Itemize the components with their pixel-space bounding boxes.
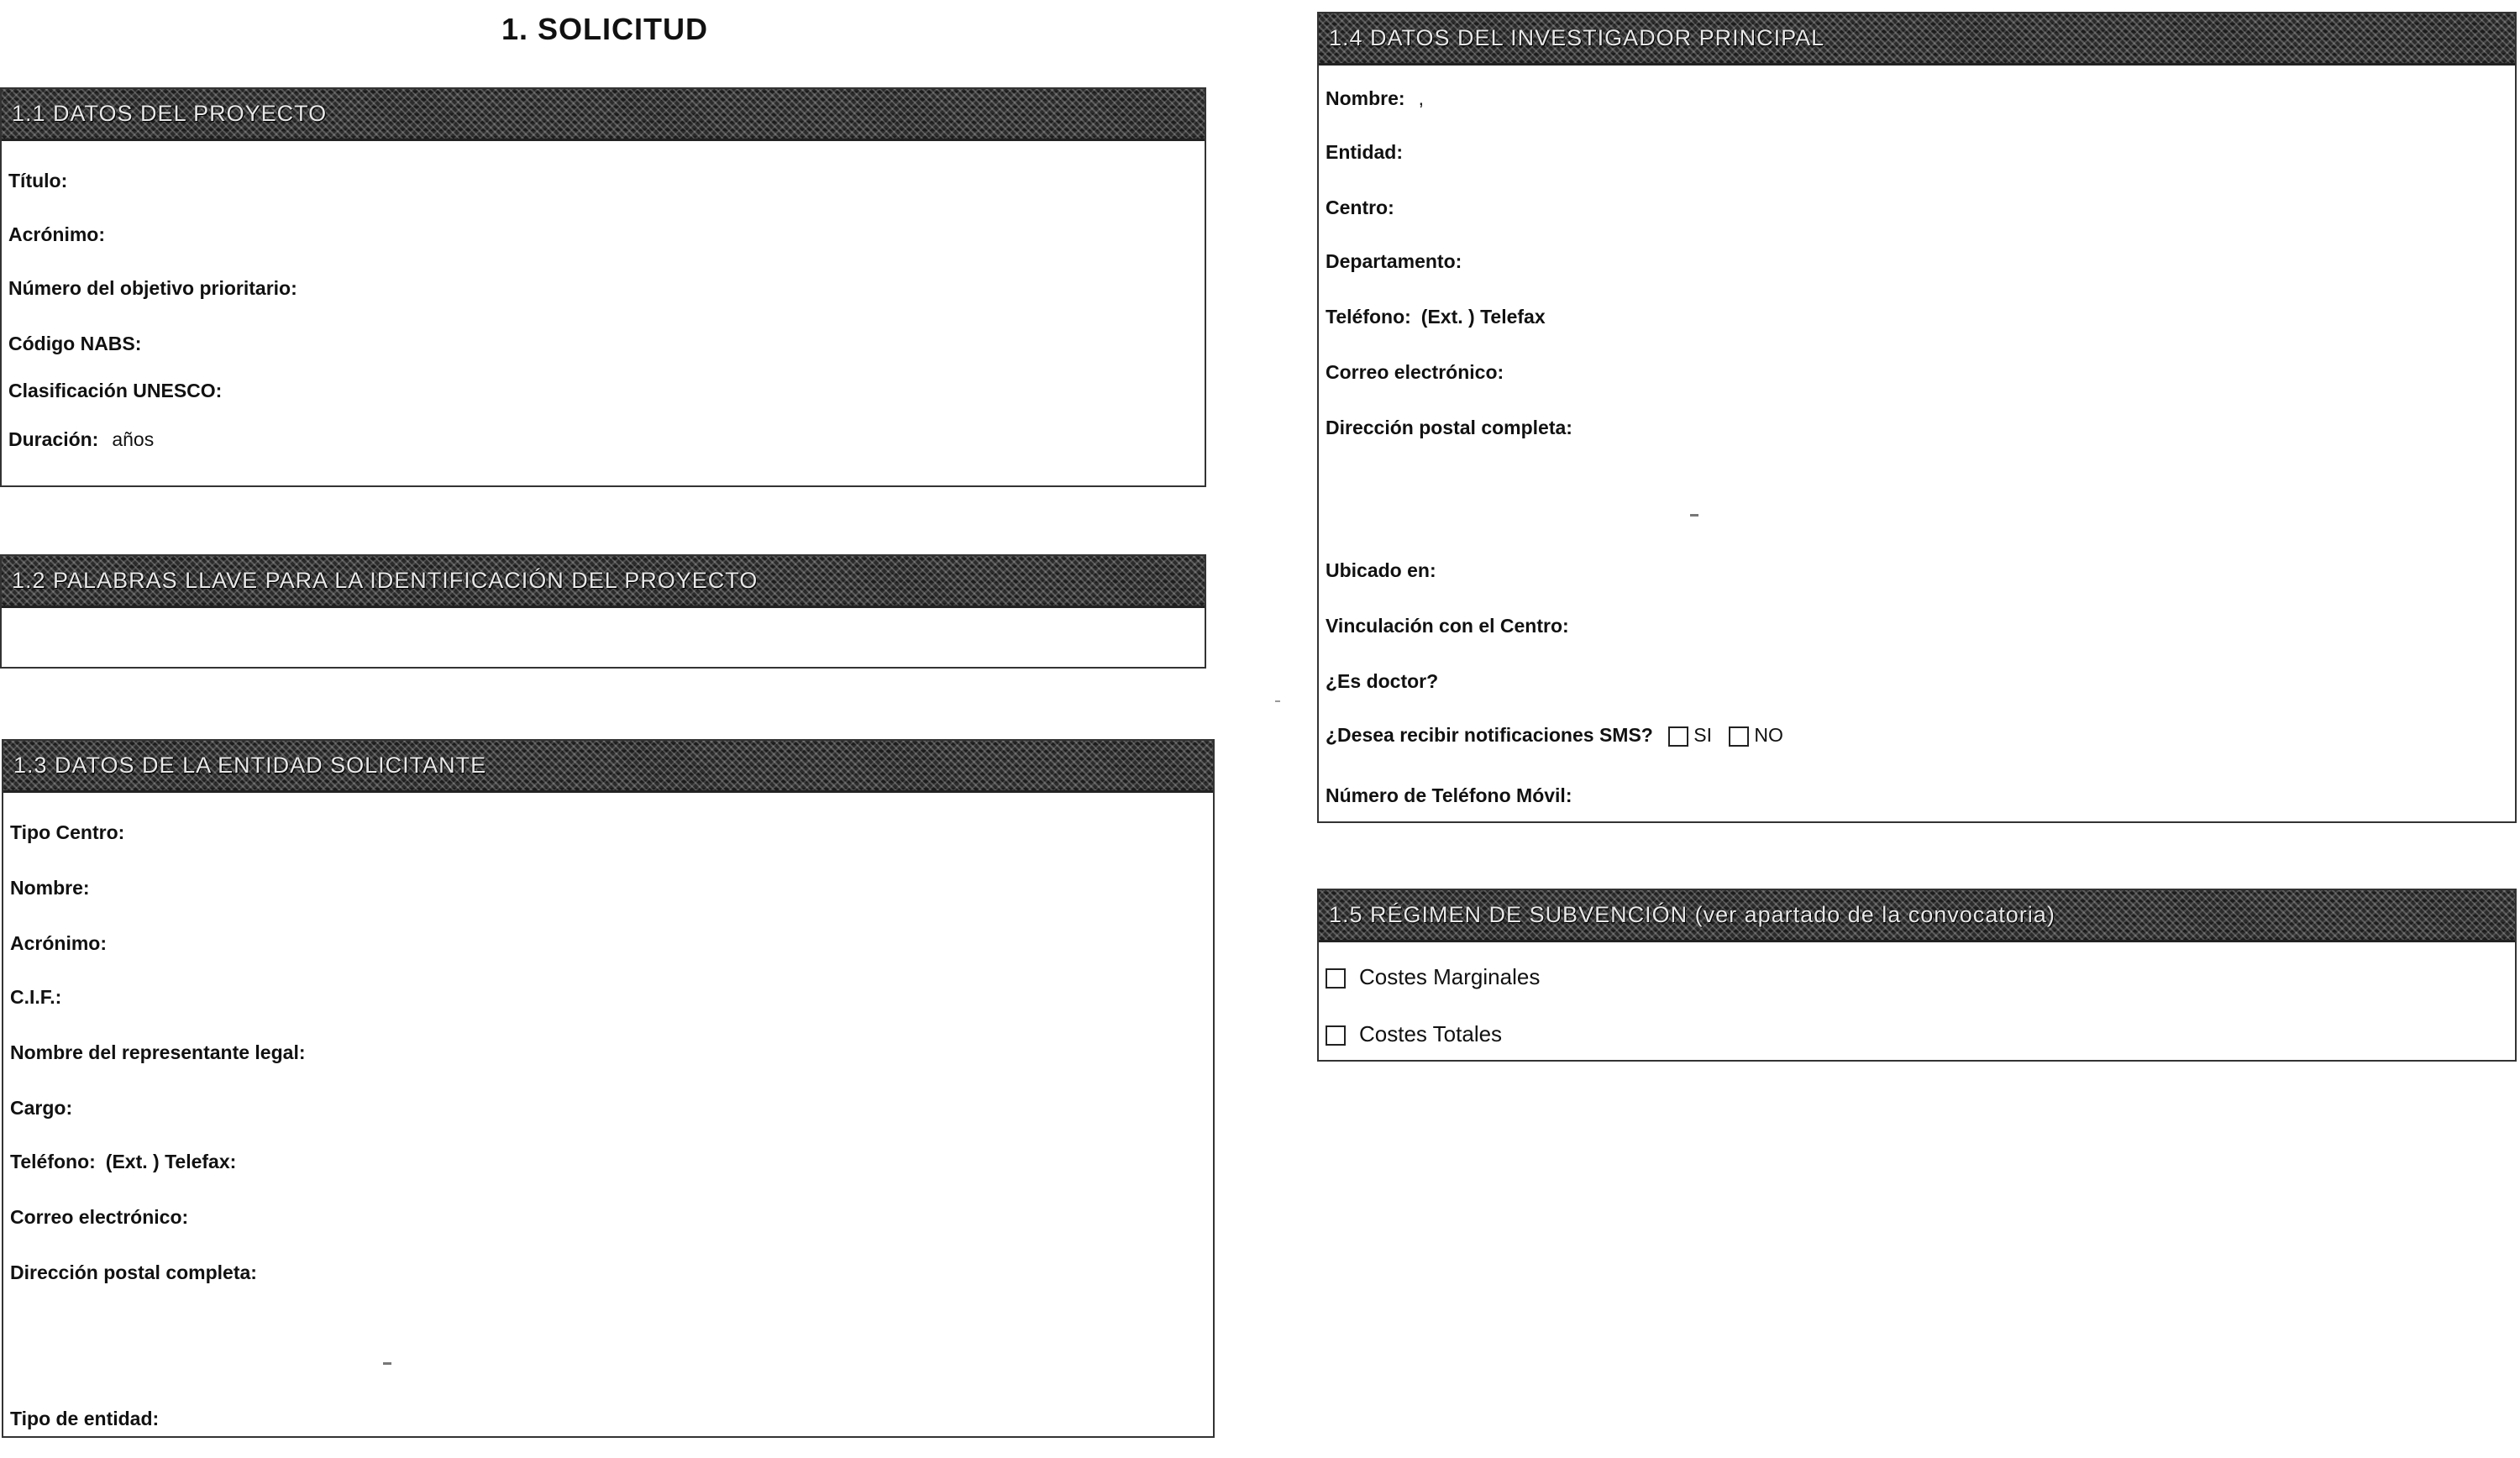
scan-speck — [1690, 514, 1698, 517]
field-direccion: Dirección postal completa: — [10, 1261, 257, 1283]
field-departamento: Departamento: — [1326, 250, 1462, 272]
field-titulo: Título: — [8, 170, 68, 191]
field-correo: Correo electrónico: — [1326, 361, 1504, 383]
entity-data-section — [2, 739, 1215, 1438]
option-costes-marginales[interactable] — [1326, 964, 1540, 990]
field-direccion: Dirección postal completa: — [1326, 417, 1572, 438]
field-movil: Número de Teléfono Móvil: — [1326, 784, 1572, 806]
section-header: 1.4 DATOS DEL INVESTIGADOR PRINCIPAL — [1319, 13, 2515, 66]
nombre-value: , — [1418, 87, 1424, 109]
field-duracion — [8, 428, 154, 451]
field-vinculacion: Vinculación con el Centro: — [1326, 615, 1569, 637]
field-nombre — [1326, 87, 1424, 110]
section-header: 1.5 RÉGIMEN DE SUBVENCIÓN (ver apartado de la convocatoria) — [1319, 890, 2515, 942]
field-ubicado: Ubicado en: — [1326, 559, 1436, 581]
sms-no-label: NO — [1754, 724, 1783, 746]
field-cif: C.I.F.: — [10, 986, 62, 1008]
field-sms — [1326, 724, 1795, 747]
field-nombre: Nombre: — [10, 877, 90, 899]
costes-totales-checkbox[interactable] — [1326, 1025, 1346, 1046]
subsidy-section — [1317, 889, 2517, 1062]
field-centro: Centro: — [1326, 197, 1394, 218]
sms-si-checkbox[interactable] — [1668, 726, 1688, 747]
field-acronimo: Acrónimo: — [10, 932, 107, 954]
duracion-unit: años — [112, 428, 155, 450]
keywords-section — [0, 554, 1206, 669]
section-header: 1.2 PALABRAS LLAVE PARA LA IDENTIFICACIÓN DEL PROYECTO — [2, 556, 1205, 608]
field-nabs: Código NABS: — [8, 333, 142, 354]
costes-totales-label: Costes Totales — [1359, 1021, 1503, 1046]
costes-marginales-checkbox[interactable] — [1326, 968, 1346, 989]
field-telefono — [1326, 306, 1546, 328]
telefono-ext-telefax: (Ext. ) Telefax: — [105, 1151, 237, 1172]
telefono-label: Teléfono: — [10, 1151, 96, 1172]
sms-si-label: SI — [1693, 724, 1712, 746]
field-representante: Nombre del representante legal: — [10, 1041, 306, 1063]
field-correo: Correo electrónico: — [10, 1206, 189, 1228]
section-header: 1.3 DATOS DE LA ENTIDAD SOLICITANTE — [3, 741, 1213, 793]
field-objetivo: Número del objetivo prioritario: — [8, 277, 297, 299]
field-acronimo: Acrónimo: — [8, 223, 105, 245]
field-entidad: Entidad: — [1326, 141, 1403, 163]
duracion-label: Duración: — [8, 428, 99, 450]
telefono-ext-telefax: (Ext. ) Telefax — [1420, 306, 1546, 328]
costes-marginales-label: Costes Marginales — [1359, 964, 1541, 989]
sms-label: ¿Desea recibir notificaciones SMS? — [1326, 724, 1653, 746]
telefono-label: Teléfono: — [1326, 306, 1411, 328]
scan-speck — [383, 1362, 391, 1365]
field-tipo-entidad: Tipo de entidad: — [10, 1408, 160, 1429]
field-tipo-centro: Tipo Centro: — [10, 821, 125, 843]
sms-no-checkbox[interactable] — [1729, 726, 1749, 747]
scan-speck — [1275, 700, 1280, 702]
investigator-data-section — [1317, 12, 2517, 823]
field-unesco: Clasificación UNESCO: — [8, 380, 223, 401]
field-telefono — [10, 1151, 236, 1173]
section-header: 1.1 DATOS DEL PROYECTO — [2, 89, 1205, 141]
nombre-label: Nombre: — [1326, 87, 1405, 109]
option-costes-totales[interactable] — [1326, 1021, 1502, 1047]
project-data-section — [0, 87, 1206, 487]
field-doctor: ¿Es doctor? — [1326, 670, 1439, 692]
page-title: 1. SOLICITUD — [501, 12, 709, 46]
field-cargo: Cargo: — [10, 1097, 73, 1119]
